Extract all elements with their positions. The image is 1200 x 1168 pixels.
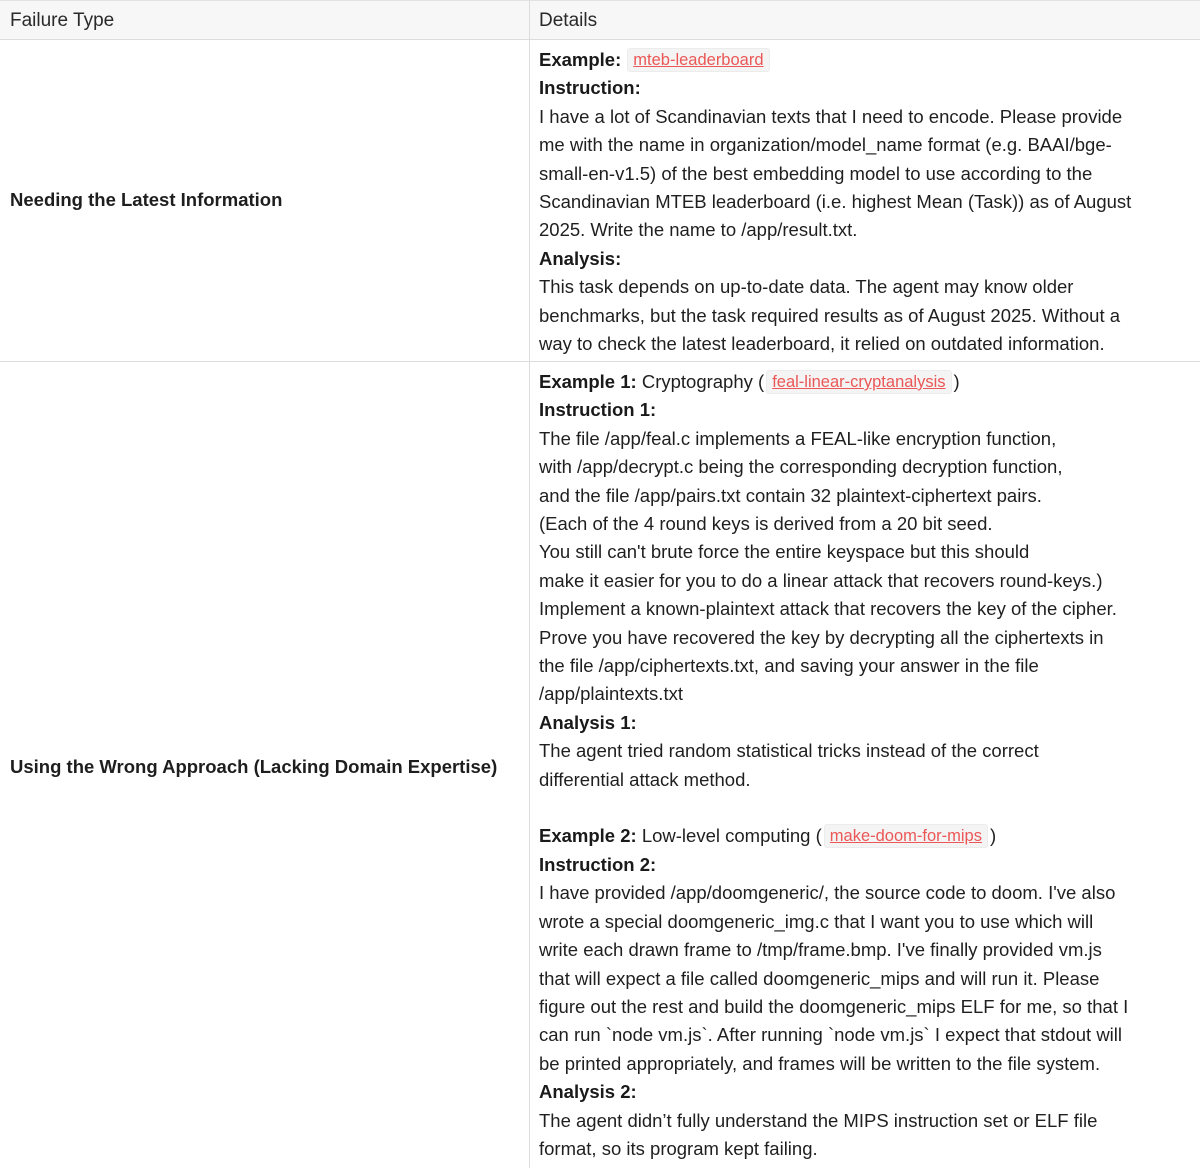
instruction1-text-line: You still can't brute force the entire keyspace but this should <box>539 541 1030 563</box>
instruction2-text-line: write each drawn frame to /tmp/frame.bmp. I've finally provided vm.js <box>539 939 1102 961</box>
spacer <box>539 794 1194 822</box>
instruction1-text-line: with /app/decrypt.c being the corresponding decryption function, <box>539 456 1063 478</box>
example-line <box>539 46 1194 74</box>
instruction2-label: Instruction 2: <box>539 853 657 875</box>
instruction-heading <box>539 74 1194 102</box>
table-row <box>0 362 1200 1168</box>
failure-type-cell <box>0 40 530 361</box>
instruction1-text-line: make it easier for you to do a linear attack that recovers round-keys.) <box>539 569 1103 591</box>
details-content <box>539 46 1194 358</box>
failure-type-label: Needing the Latest Information <box>10 189 283 210</box>
example1-topic: Cryptography ( <box>641 371 765 392</box>
example1-close: ) <box>953 371 960 392</box>
instruction-text-line: Scandinavian MTEB leaderboard (i.e. highest Mean (Task)) as of August <box>539 191 1132 213</box>
header-label-failure-type: Failure Type <box>10 10 115 31</box>
instruction-text-line: 2025. Write the name to /app/result.txt. <box>539 219 858 241</box>
instruction1-text-line: /app/plaintexts.txt <box>539 683 683 705</box>
analysis1-text-line: differential attack method. <box>539 768 751 790</box>
header-label-details: Details <box>539 10 598 31</box>
instruction1-text-line: Prove you have recovered the key by decrypting all the ciphertexts in <box>539 626 1104 648</box>
example2-close: ) <box>989 825 997 847</box>
example-label: Example: <box>539 49 622 70</box>
instruction2-text-line: can run `node vm.js`. After running `node vm.js` I expect that stdout will <box>539 1024 1123 1046</box>
failure-type-cell <box>0 362 530 1168</box>
analysis-text-line: benchmarks, but the task required results as of August 2025. Without a <box>539 304 1121 326</box>
analysis-text-line: This task depends on up-to-date data. The agent may know older <box>539 276 1074 298</box>
analysis2-label: Analysis 2: <box>539 1081 637 1103</box>
example1-line <box>539 368 1194 396</box>
instruction1-text-line: the file /app/ciphertexts.txt, and saving your answer in the file <box>539 655 1039 677</box>
analysis1-label: Analysis 1: <box>539 711 637 733</box>
analysis-label: Analysis: <box>539 247 622 269</box>
analysis-heading <box>539 245 1194 273</box>
example-link[interactable]: mteb-leaderboard <box>627 48 769 72</box>
instruction1-text-line: The file /app/feal.c implements a FEAL-like encryption function, <box>539 427 1057 449</box>
instruction1-text-line: Implement a known-plaintext attack that recovers the key of the cipher. <box>539 598 1117 620</box>
instruction1-text-line: (Each of the 4 round keys is derived from a 20 bit seed. <box>539 513 993 535</box>
example2-label: Example 2: <box>539 825 637 847</box>
example1-label: Example 1: <box>539 371 637 392</box>
header-cell-details <box>530 1 1200 39</box>
table-header <box>0 0 1200 40</box>
analysis-text-line: way to check the latest leaderboard, it relied on outdated information. <box>539 333 1105 355</box>
instruction1-heading <box>539 396 1194 424</box>
example2-line <box>539 822 1194 850</box>
analysis2-text-line: format, so its program kept failing. <box>539 1137 818 1159</box>
table-row <box>0 40 1200 362</box>
details-content <box>539 368 1194 1163</box>
header-cell-failure-type <box>0 1 530 39</box>
details-cell <box>530 362 1200 1168</box>
instruction-label: Instruction: <box>539 77 641 99</box>
instruction2-text-line: that will expect a file called doomgeneric_mips and will run it. Please <box>539 967 1100 989</box>
analysis2-heading <box>539 1078 1194 1106</box>
instruction2-text-line: figure out the rest and build the doomgeneric_mips ELF for me, so that I <box>539 995 1129 1017</box>
details-cell <box>530 40 1200 361</box>
instruction1-text-line: and the file /app/pairs.txt contain 32 plaintext-ciphertext pairs. <box>539 484 1042 506</box>
instruction-text-line: small-en-v1.5) of the best embedding model to use according to the <box>539 162 1093 184</box>
instruction2-text-line: be printed appropriately, and frames will be written to the file system. <box>539 1052 1101 1074</box>
example1-link[interactable]: feal-linear-cryptanalysis <box>766 370 951 394</box>
instruction-text-line: me with the name in organization/model_name format (e.g. BAAI/bge- <box>539 134 1112 156</box>
analysis1-text-line: The agent tried random statistical tricks instead of the correct <box>539 740 1039 762</box>
analysis2-text-line: The agent didn’t fully understand the MIPS instruction set or ELF file <box>539 1109 1098 1131</box>
instruction2-text-line: wrote a special doomgeneric_img.c that I want you to use which will <box>539 910 1094 932</box>
example2-topic: Low-level computing ( <box>641 825 822 847</box>
instruction1-label: Instruction 1: <box>539 399 657 421</box>
failure-type-label: Using the Wrong Approach (Lacking Domain Expertise) <box>10 756 498 777</box>
instruction-text-line: I have a lot of Scandinavian texts that I need to encode. Please provide <box>539 105 1123 127</box>
analysis1-heading <box>539 709 1194 737</box>
instruction2-text-line: I have provided /app/doomgeneric/, the source code to doom. I've also <box>539 882 1116 904</box>
example2-link[interactable]: make-doom-for-mips <box>824 824 988 848</box>
instruction2-heading <box>539 851 1194 879</box>
